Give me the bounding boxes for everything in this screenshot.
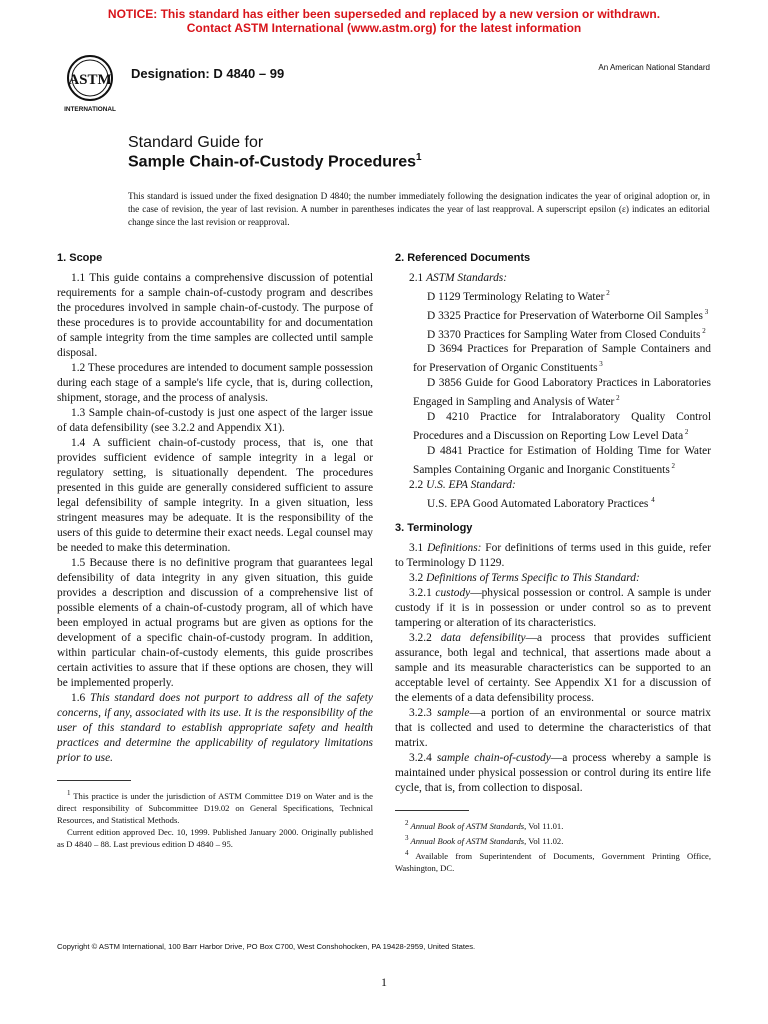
logo-sub: INTERNATIONAL xyxy=(64,106,116,113)
designation: Designation: D 4840 – 99 xyxy=(131,66,285,81)
footnotes-left xyxy=(57,787,373,850)
scope-1-6: 1.6 This standard does not purport to address all of the safety concerns, if any, associated with its use. It is the responsibility of the user of this standard to establish appropriate safety and health practices and determine the applicability of regulatory limitations prior to use. xyxy=(57,692,373,764)
notice-line-1: NOTICE: This standard has either been superseded and replaced by a new version or withdrawn. xyxy=(107,7,661,21)
footnotes-right xyxy=(395,817,711,874)
national-standard: An American National Standard xyxy=(598,63,710,72)
term-3-2-3: 3.2.3 sample—a portion of an environmental or source matrix that is collected and used to determine the characteristics of that matrix. xyxy=(395,707,711,750)
title-footnote-mark: 1 xyxy=(416,152,422,163)
footnote-1: $^1$ This practice is under the jurisdiction of ASTM Committee D19 on Water and is the direct responsibility of Subcommittee D19.02 on General Specifications, Technical Resources, and Statistical Methods. xyxy=(57,789,373,825)
referenced-heading: 2. Referenced Documents xyxy=(395,252,531,264)
referenced-item: D 1129 Terminology Relating to Water $^2$ xyxy=(427,289,610,303)
scope-1-5: 1.5 Because there is no definitive program that guarantees legal defensibility of data integrity in any given situation, this guide provides a description and discussion of a comprehensive list of possible elements of a chain-of-custody program, all of which have been employed in actual programs but are given as options for the development of a specific chain-of-custody program. In addition, within particular chain-of-custody elements, this guide proscribes certain activities to assure that if these options are chosen, they will be implemented properly. xyxy=(57,557,373,689)
epa-item: U.S. EPA Good Automated Laboratory Practices $^4$ xyxy=(427,495,655,510)
referenced-item: D 3856 Guide for Good Laboratory Practices in Laboratories Engaged in Sampling and Analysis of Water $^2$ xyxy=(413,377,711,408)
astm-logo xyxy=(57,53,123,115)
scope-1-1: 1.1 This guide contains a comprehensive discussion of potential requirements for a sample chain-of-custody program and describes the procedures involved in sample chain-of-custody. The purpose of these procedures is to provide accountability for and documentation of sample integrity from the time samples are collected until sample disposal. xyxy=(57,272,373,359)
referenced-item: D 4841 Practice for Estimation of Holding Time for Water Samples Containing Organic and Inorganic Constituents $^2$ xyxy=(413,444,711,476)
notice-line-2: Contact ASTM International (www.astm.org) for the latest information xyxy=(186,21,582,35)
term-3-2: 3.2 Definitions of Terms Specific to This Standard: xyxy=(409,572,640,585)
intro-paragraph: This standard is issued under the fixed designation D 4840; the number immediately following the designation indicates the year of original adoption or, in the case of revision, the year of last revision. A number in parentheses indicates the year of last reapproval. A superscript epsilon (ε) indicates an editorial change since the last revision or reapproval. xyxy=(128,191,710,227)
scope-1-4: 1.4 A sufficient chain-of-custody process, that is, one that provides sufficient evidence of sample integrity in a legal or regulatory setting, is situationally dependent. The procedures presented in this guide are generally considered sufficient to assure legal defensibility of sample integrity. In a given situation, less stringent measures may be adequate. It is the responsibility of the users of this guide to determine their exact needs. Legal counsel may be needed to make this determination. xyxy=(57,437,373,554)
title-line-1: Standard Guide for xyxy=(128,134,264,151)
referenced-list xyxy=(395,286,711,478)
scope-heading: 1. Scope xyxy=(57,252,103,264)
astm-standards-label: 2.1 ASTM Standards: xyxy=(409,272,507,284)
term-3-2-1: 3.2.1 custody—physical possession or control. A sample is under custody if it is in possession or under control so as to prevent tampering or alteration of its characteristics. xyxy=(395,587,711,630)
referenced-item: D 4210 Practice for Intralaboratory Quality Control Procedures and a Discussion on Reporting Low Level Data $^2$ xyxy=(413,410,711,442)
referenced-item: D 3694 Practices for Preparation of Sample Containers and for Preservation of Organic Constituents $^3$ xyxy=(413,343,711,375)
scope-1-3: 1.3 Sample chain-of-custody is just one aspect of the larger issue of data defensibility (see 3.2.2 and Appendix X1). xyxy=(57,407,373,434)
term-3-1: 3.1 Definitions: For definitions of terms used in this guide, refer to Terminology D 1129. xyxy=(395,542,711,570)
footnote-4: $^4$ Available from Superintendent of Documents, Government Printing Office, Washington, DC. xyxy=(395,849,711,873)
title-line-2: Sample Chain-of-Custody Procedures$^1$ xyxy=(128,152,422,171)
term-3-2-2: 3.2.2 data defensibility—a process that provides sufficient assurance, both legal and technical, that assertions made about a sample and its measurable characteristics can be supported to an acceptable level of certainty. See Appendix X1 for a discussion of the elements of a data defensibility process. xyxy=(395,632,711,705)
terminology-heading: 3. Terminology xyxy=(395,522,473,535)
footnote-rule-left xyxy=(57,780,131,781)
footnote-2: $^2$ Annual Book of ASTM Standards, Vol 11.01. xyxy=(405,819,564,832)
referenced-item: D 3370 Practices for Sampling Water from Closed Conduits $^2$ xyxy=(427,326,706,341)
footnote-rule-right xyxy=(395,810,469,811)
page-number: 1 xyxy=(381,975,387,989)
copyright: Copyright © ASTM International, 100 Barr Harbor Drive, PO Box C700, West Conshohocken, PA 19428-2959, United States. xyxy=(57,942,476,951)
epa-standard-label: 2.2 U.S. EPA Standard: xyxy=(409,478,516,491)
logo-text: ASTM xyxy=(68,72,112,88)
footnote-1-edition: Current edition approved Dec. 10, 1999. Published January 2000. Originally published as D 4840 – 88. Last previous edition D 4840 – 95. xyxy=(57,826,373,849)
left-column xyxy=(57,251,373,850)
right-column xyxy=(395,251,711,874)
footnote-3: $^3$ Annual Book of ASTM Standards, Vol 11.02. xyxy=(405,834,564,847)
scope-1-2: 1.2 These procedures are intended to document sample possession during each stage of a sample's life cycle, that is, during collection, shipment, storage, and the process of analysis. xyxy=(57,362,373,404)
referenced-item: D 3325 Practice for Preservation of Waterborne Oil Samples $^3$ xyxy=(427,307,709,322)
term-3-2-4: 3.2.4 sample chain-of-custody—a process whereby a sample is maintained under physical possession or control during its entire life cycle, that is, from collection to disposal. xyxy=(395,752,711,795)
